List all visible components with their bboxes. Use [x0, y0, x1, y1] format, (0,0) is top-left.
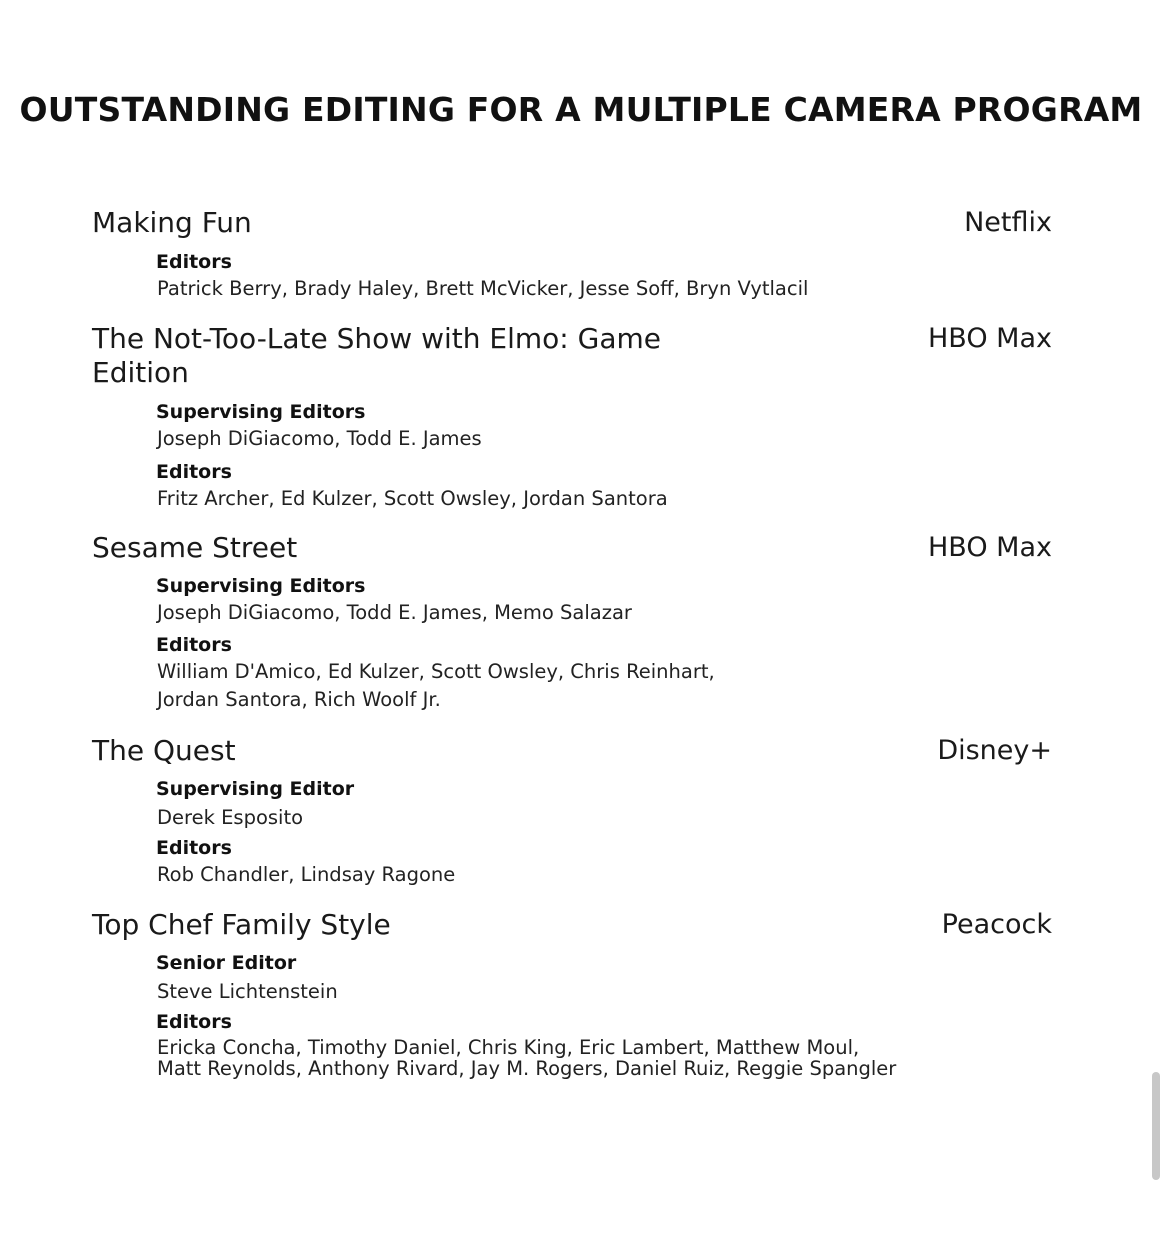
- nominee-entry: [92, 206, 1052, 301]
- credit-role: Editors: [156, 634, 232, 656]
- show-title: Sesame Street: [92, 531, 298, 564]
- network-name: HBO Max: [927, 323, 1052, 354]
- credit-names: Ericka Concha, Timothy Daniel, Chris King, Eric Lambert, Matthew Moul,: [157, 1036, 860, 1059]
- credit-role: Editors: [156, 461, 232, 483]
- credit-role: Supervising Editors: [156, 401, 366, 423]
- credit-names-continued: Jordan Santora, Rich Woolf Jr.: [157, 688, 441, 711]
- credit-role: Senior Editor: [156, 952, 297, 974]
- credit-names: Derek Esposito: [157, 806, 304, 829]
- credit-names: Steve Lichtenstein: [157, 980, 338, 1003]
- nominee-header: [92, 531, 1052, 565]
- credit-role: Editors: [156, 1011, 232, 1033]
- credit-names: Patrick Berry, Brady Haley, Brett McVicker, Jesse Soff, Bryn Vytlacil: [157, 277, 809, 300]
- credit-role: Editors: [156, 251, 232, 273]
- credits: [156, 400, 1052, 511]
- scrollbar-thumb[interactable]: [1152, 1072, 1160, 1180]
- network-name: Netflix: [964, 207, 1052, 238]
- network-name: HBO Max: [927, 532, 1052, 563]
- nominee-header: [92, 734, 1052, 768]
- credit-names: Rob Chandler, Lindsay Ragone: [157, 863, 456, 886]
- nominee-entry: [92, 908, 1052, 1079]
- credits: [156, 777, 1052, 887]
- show-title: Top Chef Family Style: [92, 908, 391, 941]
- page-title-text: OUTSTANDING EDITING FOR A MULTIPLE CAMERA PROGRAM: [19, 90, 1143, 129]
- credits: [156, 951, 1052, 1079]
- show-title: The Not-Too-Late Show with Elmo: Game Edition: [92, 322, 661, 389]
- nominee-entry: [92, 734, 1052, 887]
- credit-role: Supervising Editor: [156, 778, 355, 800]
- nominee-header: [92, 908, 1052, 942]
- nominee-header: [92, 206, 1052, 240]
- nominee-entry: [92, 531, 1052, 712]
- credit-names: Joseph DiGiacomo, Todd E. James, Memo Salazar: [157, 601, 632, 624]
- credit-role: Editors: [156, 837, 232, 859]
- nominee-entry: [92, 322, 1052, 511]
- network-name: Disney+: [937, 735, 1052, 766]
- credit-names-continued: Matt Reynolds, Anthony Rivard, Jay M. Rogers, Daniel Ruiz, Reggie Spangler: [157, 1057, 897, 1080]
- credits: [156, 250, 1052, 301]
- show-title: Making Fun: [92, 206, 252, 239]
- page-title: [0, 88, 1162, 132]
- network-name: Peacock: [941, 909, 1052, 940]
- nominee-header: [92, 322, 1052, 390]
- show-title: The Quest: [92, 734, 236, 767]
- credits: [156, 574, 1052, 712]
- credit-names: Joseph DiGiacomo, Todd E. James: [157, 427, 482, 450]
- credit-role: Supervising Editors: [156, 575, 366, 597]
- credit-names: Fritz Archer, Ed Kulzer, Scott Owsley, Jordan Santora: [157, 487, 668, 510]
- credit-names: William D'Amico, Ed Kulzer, Scott Owsley, Chris Reinhart,: [157, 660, 715, 683]
